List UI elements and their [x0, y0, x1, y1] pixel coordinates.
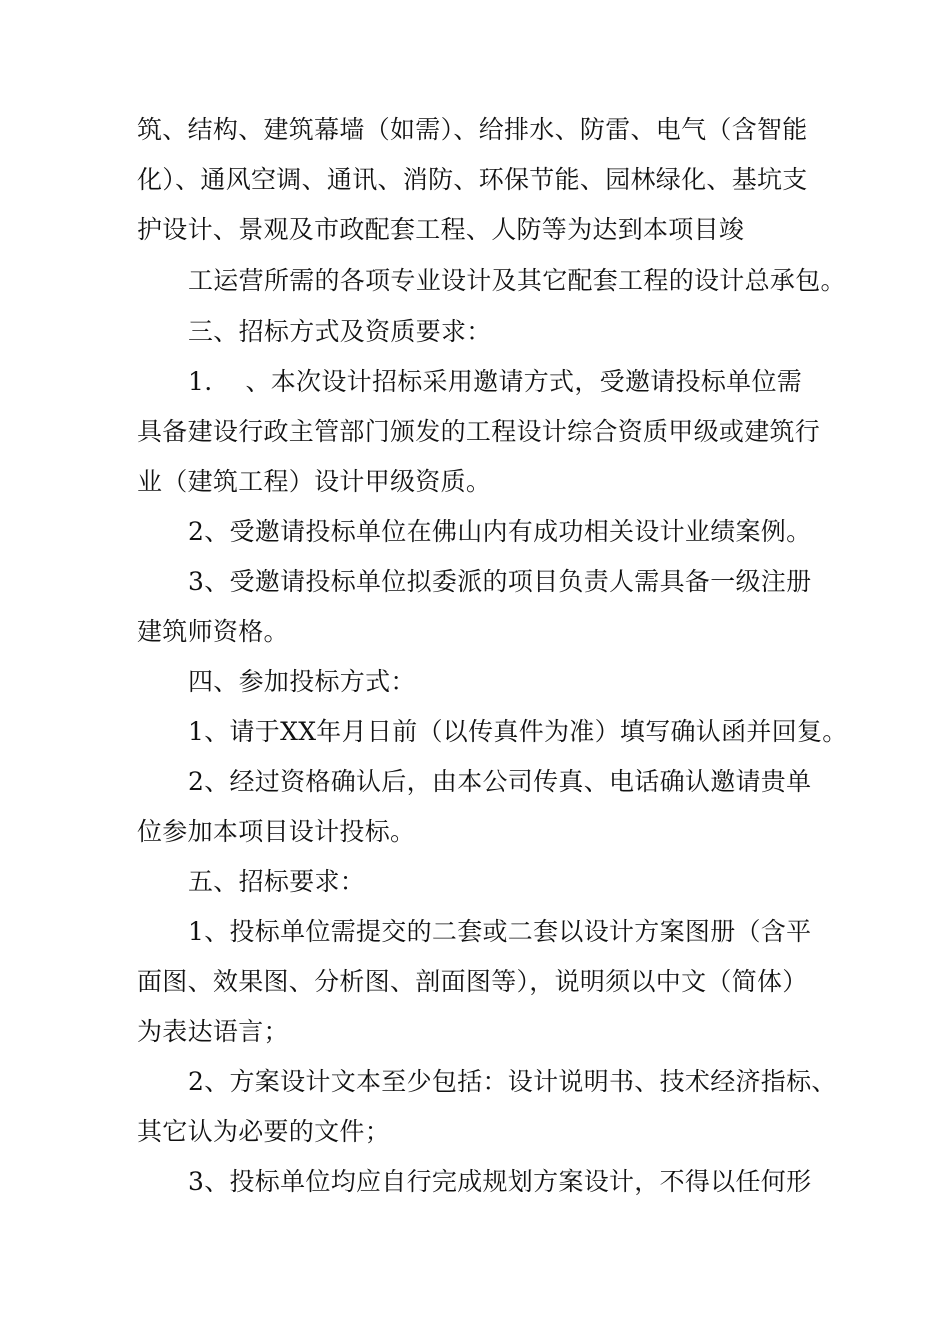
text-line: 面图、效果图、分析图、剖面图等），说明须以中文（简体）: [137, 967, 808, 996]
text-line: 为表达语言；: [137, 1017, 289, 1046]
text-line: 业（建筑工程）设计甲级资质。: [137, 467, 492, 496]
text-line: 3、受邀请投标单位拟委派的项目负责人需具备一级注册: [188, 567, 812, 596]
text-line: 其它认为必要的文件；: [137, 1117, 391, 1146]
text-line: 1、投标单位需提交的二套或二套以设计方案图册（含平: [188, 917, 812, 946]
text-line: 护设计、景观及市政配套工程、人防等为达到本项目竣: [137, 215, 745, 244]
text-line: 2、经过资格确认后，由本公司传真、电话确认邀请贵单: [188, 767, 812, 796]
text-line: 2、受邀请投标单位在佛山内有成功相关设计业绩案例。: [188, 517, 812, 546]
text-line: 位参加本项目设计投标。: [137, 817, 416, 846]
text-line: 1、请于XX年月日前（以传真件为准）填写确认函并回复。: [188, 717, 848, 746]
text-line: 筑、结构、建筑幕墙（如需）、给排水、防雷、电气（含智能: [137, 115, 808, 144]
text-line: 化）、通风空调、通讯、消防、环保节能、园林绿化、基坑支: [137, 165, 808, 194]
section-heading: 三、招标方式及资质要求：: [188, 317, 492, 346]
text-line: 工运营所需的各项专业设计及其它配套工程的设计总承包。: [188, 266, 846, 295]
text-line: 建筑师资格。: [137, 617, 289, 646]
text-line: 1. 、本次设计招标采用邀请方式，受邀请投标单位需: [188, 367, 803, 396]
text-line: 3、投标单位均应自行完成规划方案设计，不得以任何形: [188, 1167, 812, 1196]
section-heading: 四、参加投标方式：: [188, 667, 416, 696]
text-line: 具备建设行政主管部门颁发的工程设计综合资质甲级或建筑行: [137, 417, 821, 446]
text-line: 2、方案设计文本至少包括：设计说明书、技术经济指标、: [188, 1067, 837, 1096]
section-heading: 五、招标要求：: [188, 867, 366, 896]
